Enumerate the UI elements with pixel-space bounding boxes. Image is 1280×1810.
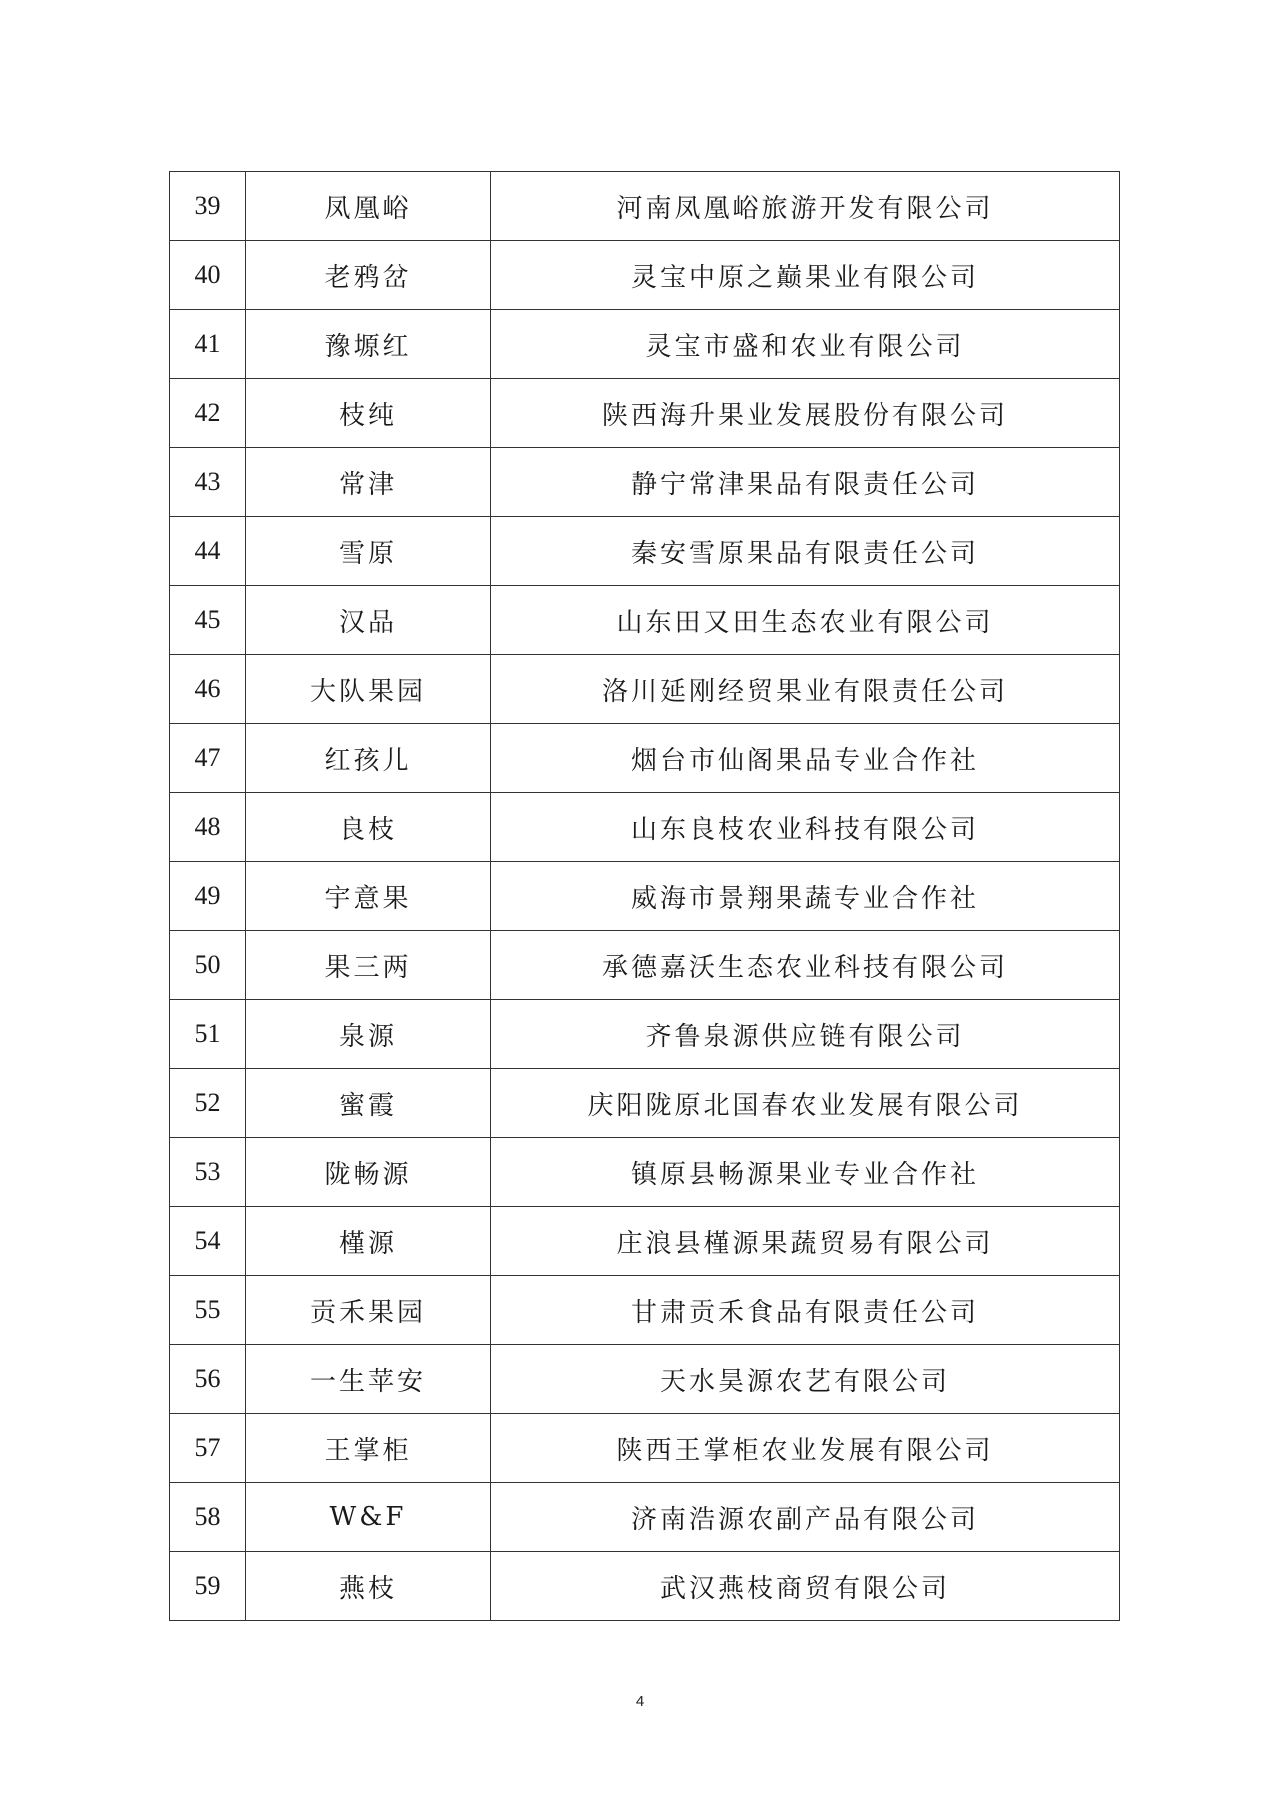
brand-name-cell: 蜜霞 (246, 1069, 491, 1138)
row-number-cell: 52 (170, 1069, 246, 1138)
brand-name-cell: 汉品 (246, 586, 491, 655)
table-row (170, 1207, 1120, 1276)
row-number-cell: 50 (170, 931, 246, 1000)
company-name-cell: 烟台市仙阁果品专业合作社 (491, 724, 1120, 793)
company-name-cell: 威海市景翔果蔬专业合作社 (491, 862, 1120, 931)
brand-table (169, 171, 1120, 1621)
row-number-cell: 42 (170, 379, 246, 448)
row-number-cell: 49 (170, 862, 246, 931)
row-number-cell: 41 (170, 310, 246, 379)
brand-name-cell: 常津 (246, 448, 491, 517)
table-row (170, 1552, 1120, 1621)
row-number-cell: 55 (170, 1276, 246, 1345)
row-number-cell: 56 (170, 1345, 246, 1414)
row-number-cell: 45 (170, 586, 246, 655)
row-number-cell: 46 (170, 655, 246, 724)
brand-name-cell: 贡禾果园 (246, 1276, 491, 1345)
company-name-cell: 陕西王掌柜农业发展有限公司 (491, 1414, 1120, 1483)
company-name-cell: 山东良枝农业科技有限公司 (491, 793, 1120, 862)
row-number-cell: 40 (170, 241, 246, 310)
brand-name-cell: 槿源 (246, 1207, 491, 1276)
brand-name-cell: 老鸦岔 (246, 241, 491, 310)
brand-name-cell: 一生苹安 (246, 1345, 491, 1414)
table-row (170, 1138, 1120, 1207)
row-number-cell: 59 (170, 1552, 246, 1621)
table-row (170, 1345, 1120, 1414)
row-number-cell: 48 (170, 793, 246, 862)
table-row (170, 1276, 1120, 1345)
row-number-cell: 43 (170, 448, 246, 517)
table-row (170, 793, 1120, 862)
brand-name-cell: 果三两 (246, 931, 491, 1000)
company-name-cell: 庄浪县槿源果蔬贸易有限公司 (491, 1207, 1120, 1276)
table-row (170, 1483, 1120, 1552)
brand-name-cell: 陇畅源 (246, 1138, 491, 1207)
company-name-cell: 天水昊源农艺有限公司 (491, 1345, 1120, 1414)
company-name-cell: 陕西海升果业发展股份有限公司 (491, 379, 1120, 448)
table-row (170, 241, 1120, 310)
brand-table-body (170, 172, 1120, 1621)
table-row (170, 517, 1120, 586)
brand-name-cell: 雪原 (246, 517, 491, 586)
table-row (170, 448, 1120, 517)
brand-name-cell: 宇意果 (246, 862, 491, 931)
table-row (170, 655, 1120, 724)
company-name-cell: 洛川延刚经贸果业有限责任公司 (491, 655, 1120, 724)
brand-name-cell: 大队果园 (246, 655, 491, 724)
table-row (170, 1069, 1120, 1138)
brand-name-cell: 燕枝 (246, 1552, 491, 1621)
company-name-cell: 承德嘉沃生态农业科技有限公司 (491, 931, 1120, 1000)
company-name-cell: 灵宝市盛和农业有限公司 (491, 310, 1120, 379)
row-number-cell: 53 (170, 1138, 246, 1207)
brand-name-cell: 枝纯 (246, 379, 491, 448)
table-row (170, 172, 1120, 241)
table-row (170, 931, 1120, 1000)
brand-name-cell: 泉源 (246, 1000, 491, 1069)
company-name-cell: 镇原县畅源果业专业合作社 (491, 1138, 1120, 1207)
table-row (170, 862, 1120, 931)
table-row (170, 586, 1120, 655)
brand-name-cell: 良枝 (246, 793, 491, 862)
company-name-cell: 秦安雪原果品有限责任公司 (491, 517, 1120, 586)
company-name-cell: 灵宝中原之巅果业有限公司 (491, 241, 1120, 310)
row-number-cell: 58 (170, 1483, 246, 1552)
brand-name-cell: 红孩儿 (246, 724, 491, 793)
table-row (170, 379, 1120, 448)
company-name-cell: 济南浩源农副产品有限公司 (491, 1483, 1120, 1552)
brand-name-cell: 凤凰峪 (246, 172, 491, 241)
row-number-cell: 51 (170, 1000, 246, 1069)
row-number-cell: 39 (170, 172, 246, 241)
page-number: 4 (635, 1693, 645, 1710)
table-row (170, 724, 1120, 793)
row-number-cell: 54 (170, 1207, 246, 1276)
company-name-cell: 甘肃贡禾食品有限责任公司 (491, 1276, 1120, 1345)
row-number-cell: 44 (170, 517, 246, 586)
table-row (170, 1000, 1120, 1069)
row-number-cell: 47 (170, 724, 246, 793)
brand-name-cell: 王掌柜 (246, 1414, 491, 1483)
company-name-cell: 庆阳陇原北国春农业发展有限公司 (491, 1069, 1120, 1138)
company-name-cell: 河南凤凰峪旅游开发有限公司 (491, 172, 1120, 241)
company-name-cell: 静宁常津果品有限责任公司 (491, 448, 1120, 517)
table-row (170, 1414, 1120, 1483)
company-name-cell: 山东田又田生态农业有限公司 (491, 586, 1120, 655)
row-number-cell: 57 (170, 1414, 246, 1483)
company-name-cell: 武汉燕枝商贸有限公司 (491, 1552, 1120, 1621)
company-name-cell: 齐鲁泉源供应链有限公司 (491, 1000, 1120, 1069)
brand-name-cell: 豫塬红 (246, 310, 491, 379)
table-row (170, 310, 1120, 379)
brand-name-cell: W&F (246, 1483, 491, 1552)
